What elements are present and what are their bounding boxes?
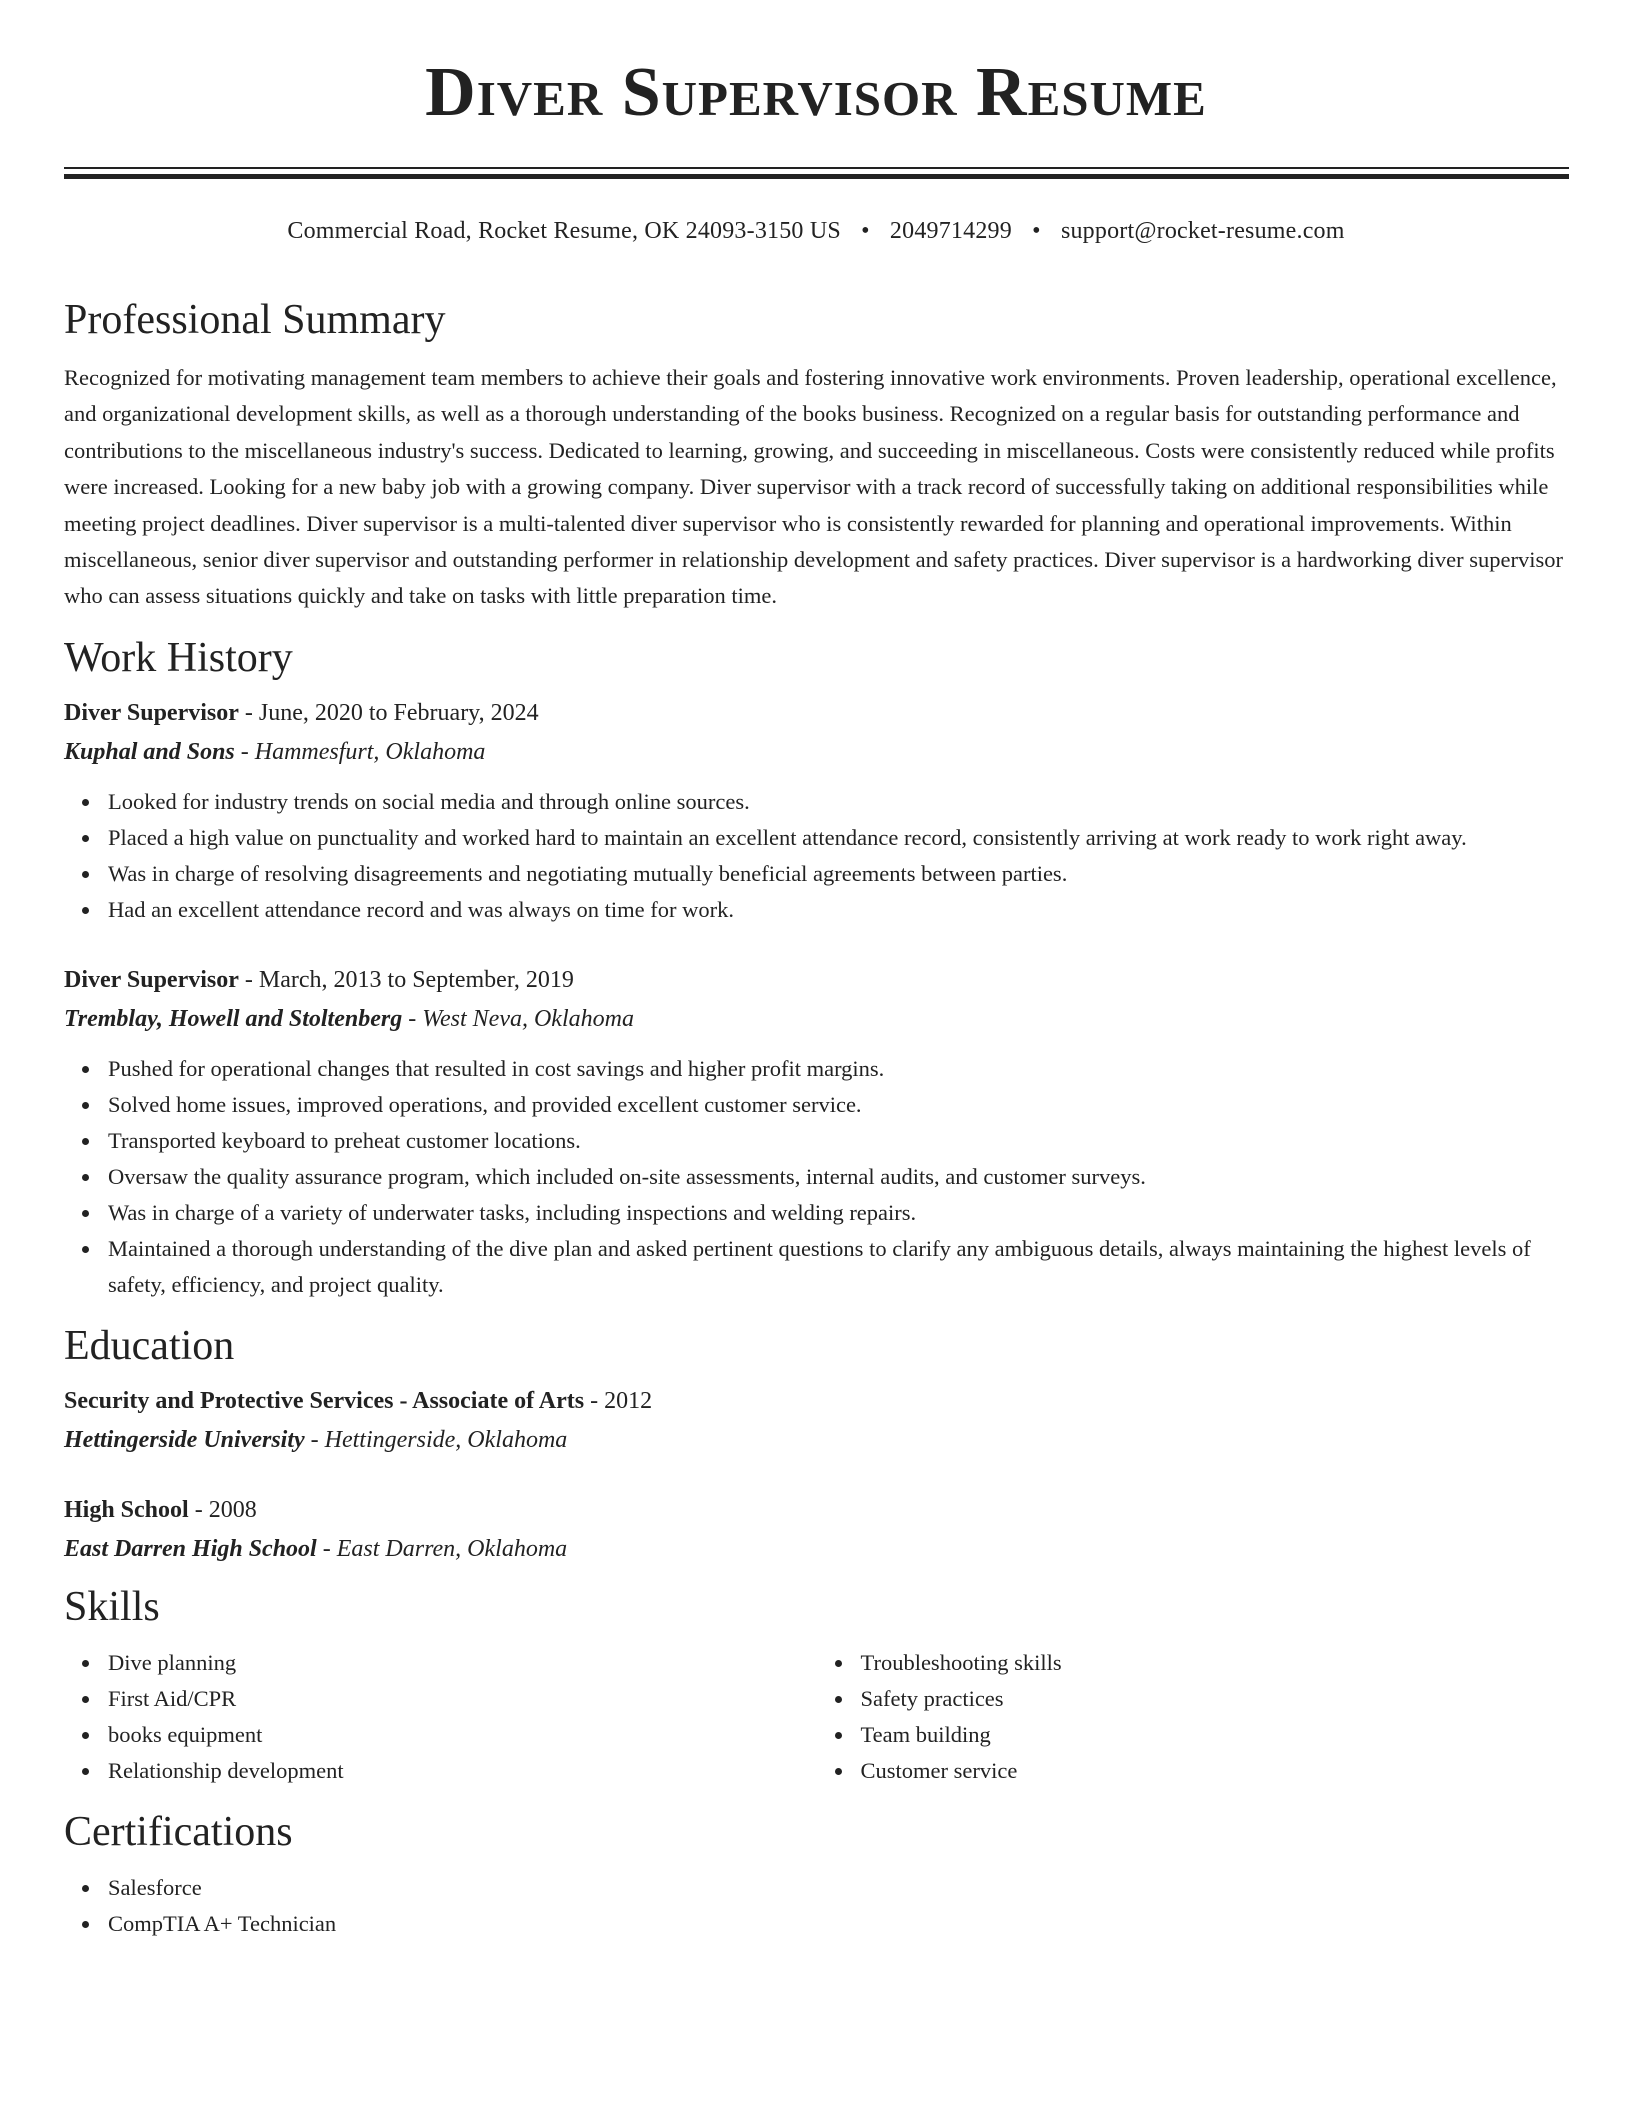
contact-separator: • xyxy=(1032,218,1041,244)
education-school-line xyxy=(64,1530,1569,1569)
job-bullet: Was in charge of resolving disagreements and negotiating mutually beneficial agreements between parties. xyxy=(108,856,1569,892)
education-location: - East Darren, Oklahoma xyxy=(316,1535,568,1562)
contact-separator: • xyxy=(861,218,870,244)
job-dates: - March, 2013 to September, 2019 xyxy=(238,966,574,993)
education-section xyxy=(64,1318,1569,1569)
job-bullet: Placed a high value on punctuality and worked hard to maintain an excellent attendance record, consistently arriving at work ready to work right away. xyxy=(108,820,1569,856)
job-role: Diver Supervisor xyxy=(64,699,239,726)
skills-list-right xyxy=(817,1645,1570,1789)
skill-item: Troubleshooting skills xyxy=(861,1645,1570,1681)
summary-text: Recognized for motivating management team members to achieve their goals and fostering innovative work environments. Proven leadership, operational excellence, and organizational development skills, as well as a thorough understanding of the books business. Recognized on a regular basis for outstanding performance and contributions to the miscellaneous industry's success. Dedicated to learning, growing, and succeeding in miscellaneous. Costs were consistently reduced while profits were increased. Looking for a new baby job with a growing company. Diver supervisor with a track record of successfully taking on additional responsibilities while meeting project deadlines. Diver supervisor is a multi-talented diver supervisor who is consistently rewarded for planning and operational improvements. Within miscellaneous, senior diver supervisor and outstanding performer in relationship development and safety practices. Diver supervisor is a hardworking diver supervisor who can assess situations quickly and take on tasks with little preparation time. xyxy=(64,365,1563,609)
summary-section xyxy=(64,292,1569,615)
resume-title: Diver Supervisor Resume xyxy=(425,54,1207,131)
skill-item: Relationship development xyxy=(108,1753,817,1789)
skills-heading: Skills xyxy=(64,1583,160,1630)
job-title-line xyxy=(64,961,1569,1000)
contact-phone: 2049714299 xyxy=(889,218,1012,244)
resume-body xyxy=(64,292,1569,1942)
job-entry xyxy=(64,694,1569,928)
work-heading: Work History xyxy=(64,634,293,681)
education-school: Hettingerside University xyxy=(64,1426,305,1453)
certification-item: CompTIA A+ Technician xyxy=(108,1906,1569,1942)
skill-item: First Aid/CPR xyxy=(108,1681,817,1717)
work-section xyxy=(64,630,1569,1303)
education-entry xyxy=(64,1382,1569,1460)
title-divider-thin xyxy=(64,167,1569,169)
job-company: Kuphal and Sons xyxy=(64,738,235,765)
education-entry xyxy=(64,1491,1569,1569)
job-bullets xyxy=(64,1051,1569,1303)
certifications-list xyxy=(64,1870,1569,1942)
education-degree: High School xyxy=(64,1496,189,1523)
education-year: - 2008 xyxy=(188,1496,257,1523)
education-location: - Hettingerside, Oklahoma xyxy=(304,1426,568,1453)
job-location: - Hammesfurt, Oklahoma xyxy=(234,738,486,765)
job-bullet: Transported keyboard to preheat customer locations. xyxy=(108,1123,1569,1159)
job-bullet: Pushed for operational changes that resulted in cost savings and higher profit margins. xyxy=(108,1051,1569,1087)
education-school: East Darren High School xyxy=(64,1535,317,1562)
skill-item: Team building xyxy=(861,1717,1570,1753)
job-bullet: Looked for industry trends on social media and through online sources. xyxy=(108,784,1569,820)
contact-line xyxy=(0,216,1632,246)
job-title-line xyxy=(64,694,1569,733)
job-entry xyxy=(64,961,1569,1303)
skill-item: Customer service xyxy=(861,1753,1570,1789)
job-company-line xyxy=(64,733,1569,772)
contact-email: support@rocket-resume.com xyxy=(1060,218,1345,244)
summary-heading: Professional Summary xyxy=(64,297,446,343)
job-company: Tremblay, Howell and Stoltenberg xyxy=(64,1005,403,1032)
education-school-line xyxy=(64,1421,1569,1460)
job-dates: - June, 2020 to February, 2024 xyxy=(238,699,539,726)
job-location: - West Neva, Oklahoma xyxy=(402,1005,634,1032)
job-company-line xyxy=(64,1000,1569,1039)
education-degree-line xyxy=(64,1382,1569,1421)
skill-item: books equipment xyxy=(108,1717,817,1753)
certification-item: Salesforce xyxy=(108,1870,1569,1906)
certifications-heading: Certifications xyxy=(64,1808,293,1855)
education-year: - 2012 xyxy=(584,1387,653,1414)
job-bullet: Oversaw the quality assurance program, which included on-site assessments, internal audits, and customer surveys. xyxy=(108,1159,1569,1195)
skills-columns xyxy=(64,1635,1569,1789)
job-bullets xyxy=(64,784,1569,928)
job-role: Diver Supervisor xyxy=(64,966,239,993)
skill-item: Dive planning xyxy=(108,1645,817,1681)
skills-list-left xyxy=(64,1645,817,1789)
title-divider-thick xyxy=(64,174,1569,179)
skills-section xyxy=(64,1579,1569,1789)
job-bullet: Solved home issues, improved operations, and provided excellent customer service. xyxy=(108,1087,1569,1123)
education-degree-line xyxy=(64,1491,1569,1530)
job-bullet: Had an excellent attendance record and was always on time for work. xyxy=(108,892,1569,928)
education-degree: Security and Protective Services - Associate of Arts xyxy=(64,1387,585,1414)
skill-item: Safety practices xyxy=(861,1681,1570,1717)
education-heading: Education xyxy=(64,1322,235,1369)
job-bullet: Was in charge of a variety of underwater tasks, including inspections and welding repairs. xyxy=(108,1195,1569,1231)
job-bullet: Maintained a thorough understanding of the dive plan and asked pertinent questions to clarify any ambiguous details, always maintaining the highest levels of safety, efficiency, and project quality. xyxy=(108,1231,1569,1303)
contact-address: Commercial Road, Rocket Resume, OK 24093-3150 US xyxy=(287,218,841,244)
certifications-section xyxy=(64,1804,1569,1942)
